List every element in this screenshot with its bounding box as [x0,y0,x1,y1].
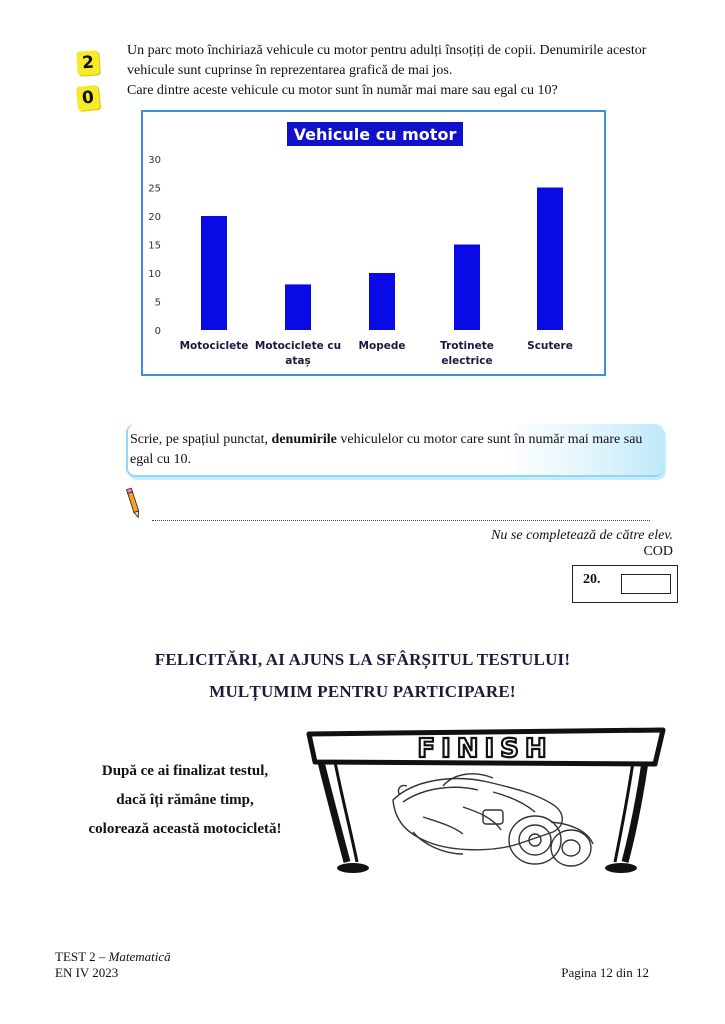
coloring-line-1: După ce ai finalizat testul, [101,763,269,779]
coloring-line-2: dacă îți rămâne timp, [116,792,254,808]
instruction-post: vehiculelor cu motor care sunt în număr mai mare sau egal cu 10. [130,432,643,467]
bar [537,188,563,331]
question-text [127,41,687,101]
grading-note: Nu se completează de către elev. [491,528,673,543]
finish-sign-text: FINISH [417,734,553,764]
score-item-label: 20. [583,572,601,587]
instruction-bold: denumirile [271,432,337,447]
bar-chart [141,110,606,376]
y-tick-label: 20 [148,212,161,223]
bar [369,273,395,330]
question-line-1: Un parc moto închiriază vehicule cu motor pentru adulți însoțiți de copii. Denumirile acestor [127,43,647,58]
y-tick-label: 25 [148,183,161,195]
y-tick-label: 0 [154,326,161,337]
bar [201,216,227,330]
footer-test [55,949,171,965]
x-tick-label: Scutere [527,340,573,352]
bar [285,284,311,330]
finish-illustration [303,722,668,877]
x-tick-label: ataș [285,355,311,367]
y-tick-label: 15 [148,240,161,252]
footer-page: Pagina 12 din 12 [561,965,649,980]
y-tick-label: 10 [148,269,161,280]
y-tick-label: 30 [148,155,161,166]
x-tick-label: Mopede [358,340,406,352]
motorcycle-drawing [393,774,593,866]
footer-test-label: TEST 2 – [55,949,109,964]
congrats-line-2: MULȚUMIM PENTRU PARTICIPARE! [209,682,516,701]
instruction-text [130,430,650,470]
coloring-line-3: colorează această motocicletă! [88,821,282,837]
question-number-digit-1: 2 [76,50,100,75]
pencil-icon [126,486,142,520]
score-box [572,565,678,603]
y-tick-label: 5 [154,297,161,309]
code-label: COD [643,544,673,559]
chart-canvas [143,112,604,374]
x-tick-label: Trotinete [440,340,494,352]
x-tick-label: Motociclete cu [254,340,342,352]
footer-subject: Matematică [108,949,171,964]
score-field [621,574,671,594]
chart-title: Vehicule cu motor [293,125,457,144]
question-line-2: vehicule sunt cuprinse în reprezentarea grafică de mai jos. [127,63,453,78]
question-number-digit-2: 0 [76,85,100,111]
question-line-3: Care dintre aceste vehicule cu motor sunt în număr mai mare sau egal cu 10? [127,83,558,98]
footer-exam: EN IV 2023 [55,965,119,980]
bar [454,245,480,331]
instruction-pre: Scrie, pe spațiul punctat, [130,432,272,447]
x-tick-label: electrice [441,355,493,367]
coloring-message [55,757,315,844]
instruction-box [126,424,664,477]
congrats-line-1: FELICITĂRI, AI AJUNS LA SFÂRȘITUL TESTULUI! [154,650,571,669]
x-tick-label: Motociclete [179,340,249,352]
answer-line[interactable] [152,512,650,521]
